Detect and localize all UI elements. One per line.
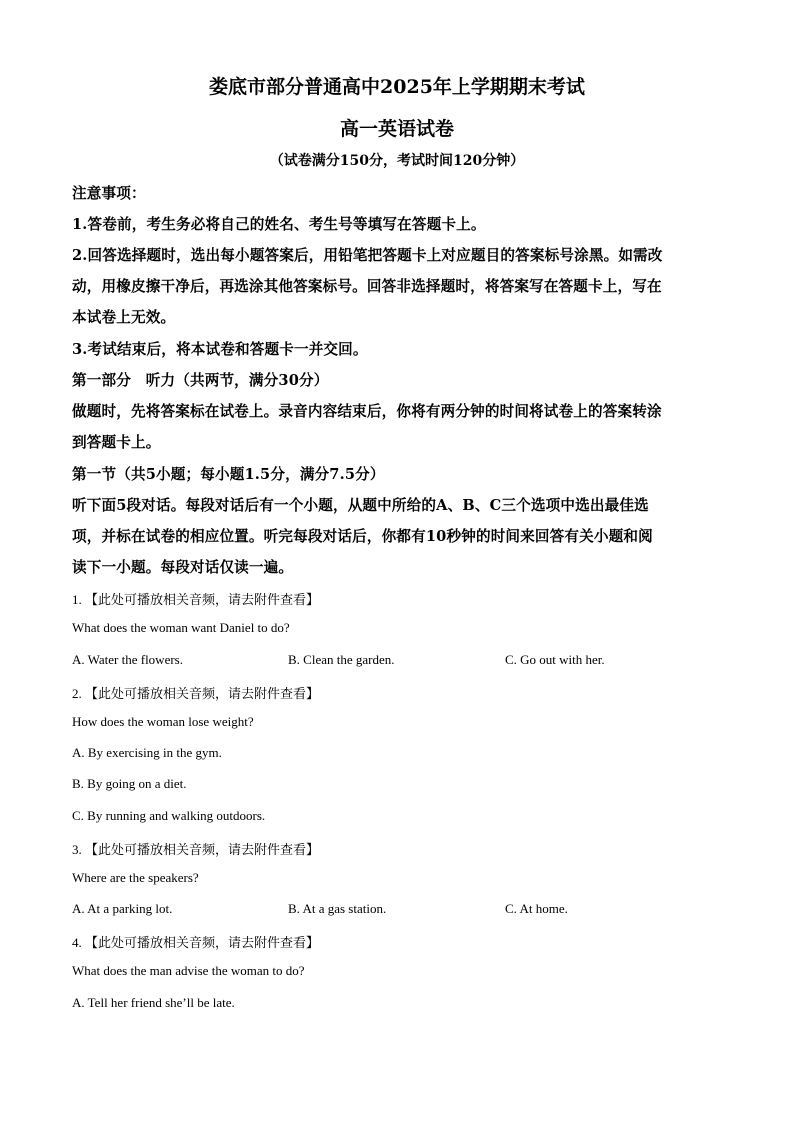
question-4-text: What does the man advise the woman to do? [72, 963, 305, 978]
instruction-line-2c: 本试卷上无效。 [72, 309, 176, 326]
question-3-option-b: B. At a gas station. [288, 901, 387, 916]
section1-intro-b: 项，并标在试卷的相应位置。听完每段对话后，你都有10秒钟的时间来回答有关小题和阅 [72, 528, 653, 545]
question-2-option-a: A. By exercising in the gym. [72, 745, 222, 760]
section1-heading: 第一节（共5小题；每小题1.5分，满分7.5分） [72, 466, 385, 483]
question-3-option-a: A. At a parking lot. [72, 901, 173, 916]
question-4-audio: 4. 【此处可播放相关音频，请去附件查看】 [72, 935, 320, 950]
question-3-option-c: C. At home. [505, 901, 568, 916]
instruction-line-3: 3.考试结束后，将本试卷和答题卡一并交回。 [72, 341, 368, 358]
question-2-text: How does the woman lose weight? [72, 714, 254, 729]
instructions-heading: 注意事项： [72, 185, 146, 202]
question-3-audio: 3. 【此处可播放相关音频，请去附件查看】 [72, 842, 320, 857]
exam-note: （试卷满分150分，考试时间120分钟） [269, 153, 525, 169]
instruction-line-2a: 2.回答选择题时，选出每小题答案后，用铅笔把答题卡上对应题目的答案标号涂黑。如需改 [72, 247, 663, 264]
part1-heading: 第一部分 听力（共两节，满分30分） [72, 372, 329, 389]
question-4-option-a: A. Tell her friend she’ll be late. [72, 995, 235, 1010]
section1-intro-c: 读下一小题。每段对话仅读一遍。 [72, 559, 294, 576]
part1-intro-a: 做题时，先将答案标在试卷上。录音内容结束后，你将有两分钟的时间将试卷上的答案转涂 [72, 403, 662, 420]
exam-subtitle: 高一英语试卷 [339, 118, 454, 140]
exam-title: 娄底市部分普通高中2025年上学期期末考试 [209, 76, 585, 98]
question-1-text: What does the woman want Daniel to do? [72, 620, 290, 635]
instruction-line-1: 1.答卷前，考生务必将自己的姓名、考生号等填写在答题卡上。 [72, 216, 486, 233]
question-1-option-c: C. Go out with her. [505, 652, 605, 667]
question-2-audio: 2. 【此处可播放相关音频，请去附件查看】 [72, 686, 320, 701]
question-2-option-b: B. By going on a diet. [72, 776, 187, 791]
question-1-option-b: B. Clean the garden. [288, 652, 395, 667]
part1-intro-b: 到答题卡上。 [72, 434, 161, 451]
question-2-option-c: C. By running and walking outdoors. [72, 808, 266, 823]
question-3-text: Where are the speakers? [72, 870, 199, 885]
instruction-line-2b: 动，用橡皮擦干净后，再选涂其他答案标号。回答非选择题时，将答案写在答题卡上，写在 [72, 278, 662, 295]
question-1-option-a: A. Water the flowers. [72, 652, 183, 667]
question-1-audio: 1. 【此处可播放相关音频，请去附件查看】 [72, 592, 320, 607]
section1-intro-a: 听下面5段对话。每段对话后有一个小题，从题中所给的A、B、C三个选项中选出最佳选 [72, 497, 649, 514]
